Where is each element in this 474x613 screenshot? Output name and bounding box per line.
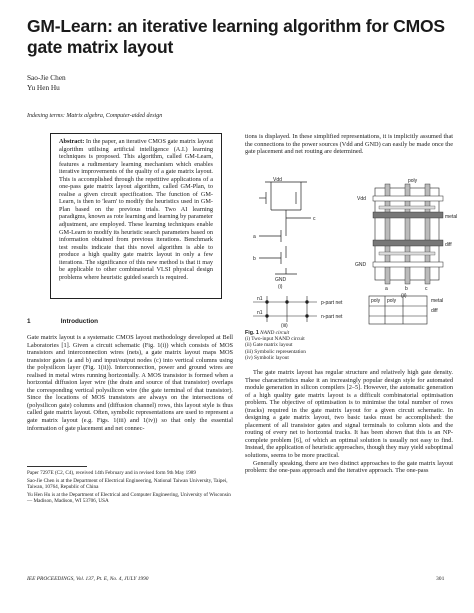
column2-body (245, 369, 453, 475)
figure-item: (ii) Gate matrix layout (245, 342, 293, 349)
author-list (27, 73, 66, 92)
schematic-circuit (259, 182, 311, 274)
c-label: c (313, 216, 316, 222)
diff-label: diff (445, 242, 452, 248)
poly-label: poly (408, 178, 418, 184)
figure-item: (iii) Symbolic representation (245, 348, 306, 355)
iv-metal-label: metal (431, 298, 444, 304)
iv-diff-label: diff (431, 308, 438, 314)
footnote (27, 470, 233, 506)
gnd-label: GND (275, 277, 287, 283)
layout-vdd-label: Vdd (357, 196, 366, 202)
panel-label-i: (i) (278, 284, 283, 290)
affiliation: Yu Hen Hu is at the Department of Electrical and Computer Engineering, University of Wisconsin — Madison, Madison, WI 53706, USA (27, 492, 231, 505)
indexing-terms: Indexing terms: Matrix algebra, Computer-aided design (27, 113, 163, 119)
abstract-box (50, 133, 222, 299)
affiliation: Sao-Jie Chen is at the Department of Electrical Engineering, National Taiwan University, Taipei, Taiwan, 10764, Republic of China (27, 478, 228, 491)
net-n1-label-2: n1 (257, 310, 263, 316)
col-b-label: b (405, 286, 408, 292)
gate-matrix-layout (373, 184, 443, 284)
abstract-label: Abstract: (59, 138, 85, 145)
intro-paragraph: Gate matrix layout is a systematic CMOS layout methodology developed at Bell Laboratories [1]. Given a circuit schematic (Fig. 1(i)) which consists of MOS transistors and interconnection wires (nets), a gate matrix layout maps MOS transistor gates (a and b) and input/output nodes (c) into vertical columns using the polysilicon layer (Fig. 1(ii)). Interconnection, power and ground wires are realised in metal wires running horizontally. A MOS transistor is formed when a horizontal diffusion layer wire (the drain and source of that transistor) overlaps the corresponding vertical polysilicon wire (the gate terminal of that transistor). Since the locations of MOS transistors are always on the intersections of (polysilicon gate) columns and (diffusion channel) rows, this layout style is thus called gate matrix layout. Often, symbolic representations are used to represent a gate matrix layout (e.g. Figs. 1(iii) and 1(iv)) so that only the essential information of gate placement and net connec- (27, 334, 233, 432)
footnote-rule (27, 466, 87, 467)
figure-caption (245, 330, 355, 361)
panel-label-ii: (ii) (401, 293, 407, 299)
figure-label: Fig. 1 (245, 330, 259, 336)
paper-title: GM-Learn: an iterative learning algorithm for CMOS gate matrix layout (27, 16, 445, 57)
layout-gnd-label: GND (355, 262, 367, 268)
metal-label: metal (445, 214, 458, 220)
author-name: Yu Hen Hu (27, 82, 60, 92)
symbolic-representation (253, 296, 317, 322)
n-part-net-label: n-part net (321, 314, 343, 320)
page-number: 301 (436, 576, 445, 582)
paper-info: Paper 7297E (C2, C4), received 14th February and in revised form 9th May 1989 (27, 470, 196, 476)
figure-item: (i) Two-input NAND circuit (245, 336, 305, 343)
col-a-label: a (385, 286, 388, 292)
column2-top-paragraph: tions is displayed. In these simplified representations, it is implicitly assumed that the connections to the power sources (Vdd and GND) can easily be made once the gate placement and net routing are determined. (245, 133, 453, 156)
figure-nand-circuit (245, 177, 458, 329)
panel-label-iii: (iii) (281, 323, 288, 329)
p-part-net-label: p-part net (321, 300, 343, 306)
net-n1-label: n1 (257, 296, 263, 302)
body-paragraph: The gate matrix layout has regular structure and relatively high gate density. These characteristics make it an increasingly popular design style for automated module generation in silicon compilers [2–5]. However, the automatic generation of a high quality gate matrix layout is a difficult combinatorial optimisation problem. The objective of optimisation is to minimise the total number of rows (tracks) required in the gate matrix layout for a given circuit schematic. In designing a gate matrix layout, two basic tasks must be accomplished: the placement of all transistor gates and signal terminals to column slots and the routing of every net to horizontal tracks. It has been shown that this is an NP-complete problem [6], of which an optimal solution is usually not easy to find. Instead, the application of heuristic approaches, though they may yield suboptimal solutions, seems to be more practical. (245, 369, 453, 460)
figure-item: (iv) Symbolic layout (245, 354, 289, 361)
iv-poly-label: poly (371, 298, 381, 304)
section-number: 1 (27, 318, 31, 325)
figure-title: NAND circuit (260, 330, 290, 336)
vdd-label: Vdd (273, 177, 282, 183)
section-heading (27, 318, 98, 325)
author-name: Sao-Jie Chen (27, 73, 66, 82)
b-label: b (253, 256, 256, 262)
iv-poly-label-2: poly (387, 298, 397, 304)
a-label: a (253, 234, 256, 240)
journal-line: IEE PROCEEDINGS, Vol. 137, Pt. E, No. 4, JULY 1990 (27, 576, 149, 582)
section-title: Introduction (60, 318, 99, 325)
col-c-label: c (425, 286, 428, 292)
body-paragraph: Generally speaking, there are two distinct approaches to the gate matrix layout problem: the one-pass approach and the iterative approach. The one-pass (245, 459, 453, 475)
abstract-text: In the paper, an iterative CMOS gate matrix layout algorithm utilising artificial intelligence (A.I.) learning techniques is proposed. This algorithm, called GM-Learn, features a rudimentary learning mechanism which enables iterative improvements of the quality of a gate matrix layout. This is accomplished through the repetitive applications of a one-pass gate matrix layout algorithm, called GM-Plan, to realise a given circuit specification. The function of GM-Learn, is then to 'learn' to modify the heuristics used in GM-Plan based on the previous trials. Two AI learning paradigms, known as rote learning and learning by parameter adjustment, are employed. These learning techniques enable GM-Learn to modify its heuristic search parameters based on information obtained from previous iterations. Benchmark test results indicate that this novel algorithm is able to produce a high quality gate matrix layout in only a few iterations. The significance of this new method is that it may be applicable to other combinatorial VLSI physical design problems where heuristic guided search is required. (59, 138, 214, 281)
